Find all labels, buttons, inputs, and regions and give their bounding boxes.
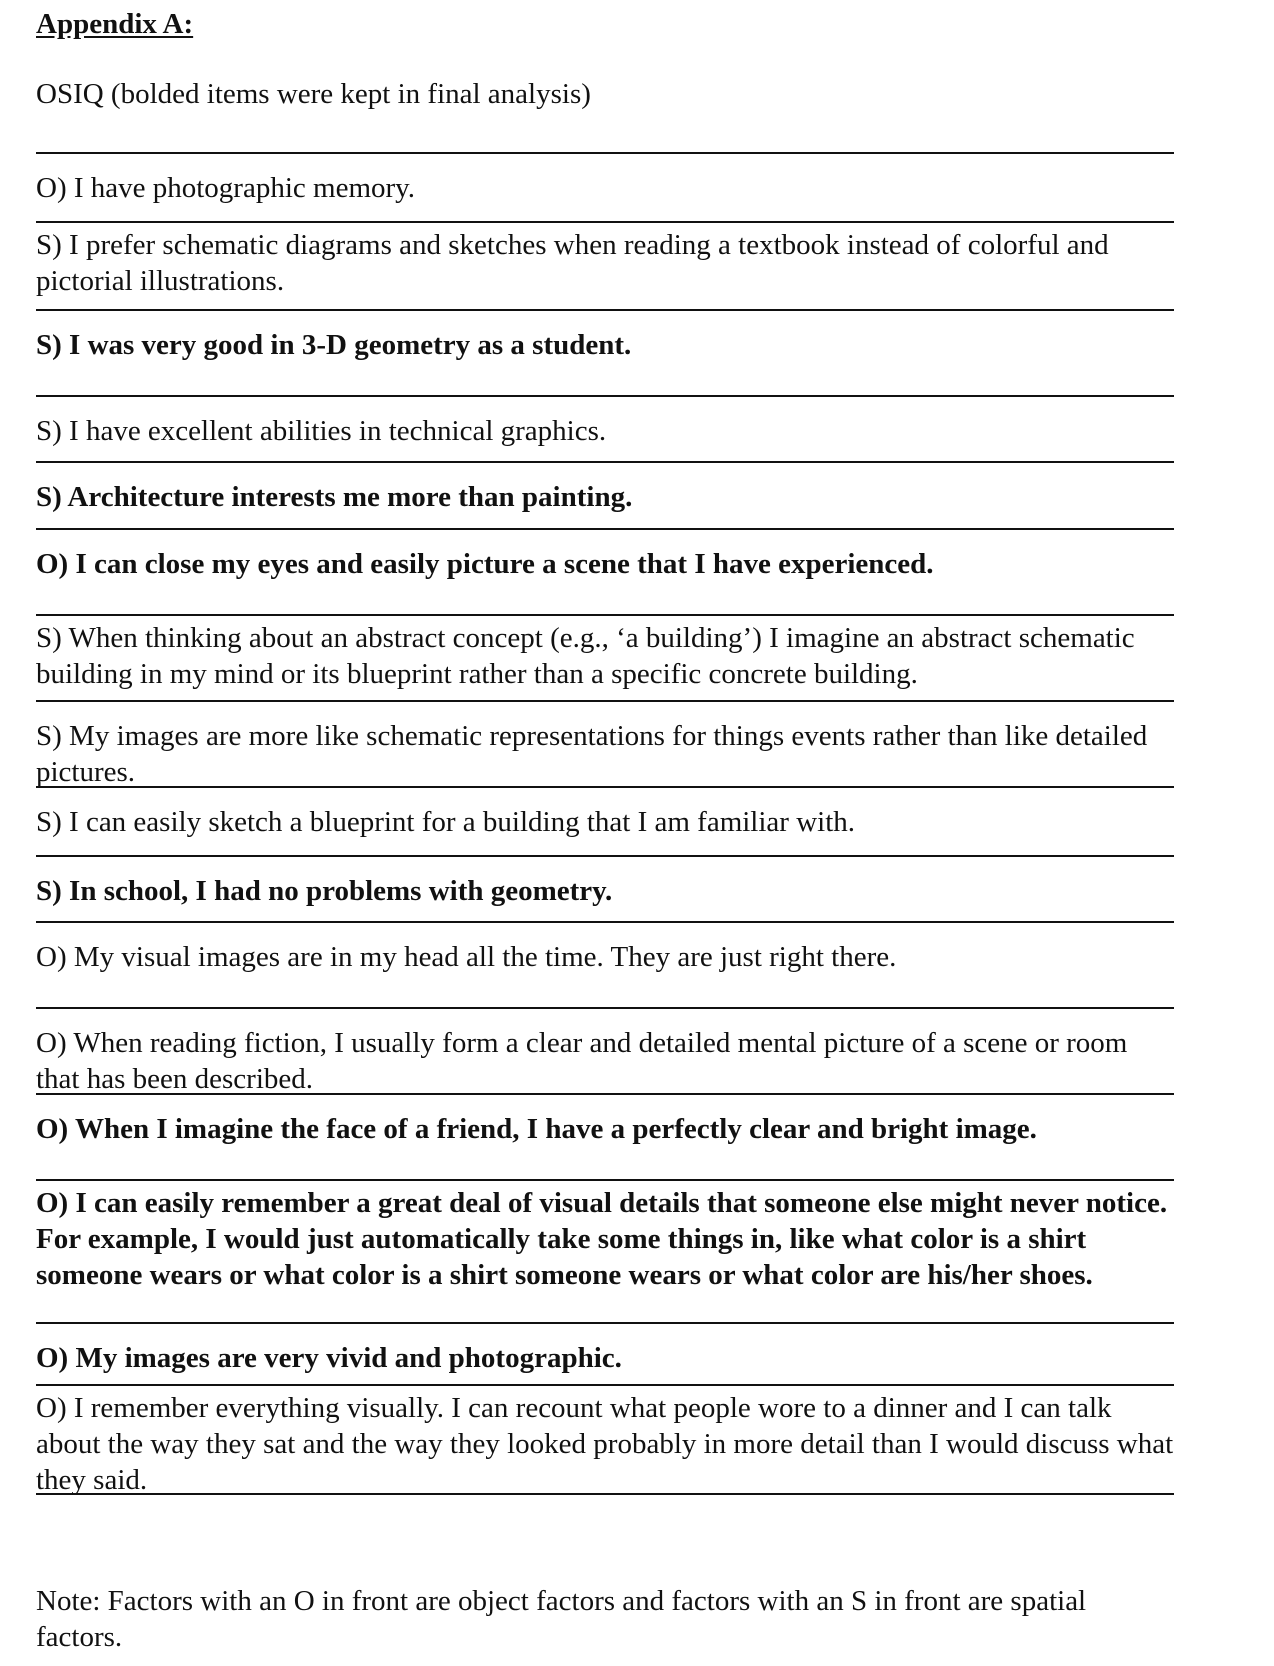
item-text: S) When thinking about an abstract concept (e.g., ‘a building’) I imagine an abstract schematic building in my mind or its blueprint rather than a specific concrete building. [36,622,1135,690]
questionnaire-item [36,530,1174,616]
osiq-item-list [36,152,1174,1495]
questionnaire-item [36,311,1174,397]
item-text: S) My images are more like schematic representations for things events rather than like detailed pictures. [36,720,1148,788]
item-text: S) In school, I had no problems with geometry. [36,875,613,907]
questionnaire-item [36,1324,1174,1386]
questionnaire-item [36,923,1174,1009]
questionnaire-item [36,463,1174,530]
item-text: O) I remember everything visually. I can recount what people wore to a dinner and I can talk about the way they sat and the way they looked probably in more detail than I would discuss what they said. [36,1392,1174,1496]
questionnaire-item [36,1009,1174,1095]
intro-text: OSIQ (bolded items were kept in final analysis) [36,78,591,110]
item-text: O) When I imagine the face of a friend, I have a perfectly clear and bright image. [36,1113,1037,1145]
item-text: S) Architecture interests me more than painting. [36,481,633,513]
questionnaire-item [36,857,1174,923]
footnote: Note: Factors with an O in front are object factors and factors with an S in front are spatial factors. [36,1585,1087,1653]
item-text: O) I have photographic memory. [36,172,416,204]
questionnaire-item [36,154,1174,223]
item-text: S) I prefer schematic diagrams and sketches when reading a textbook instead of colorful and pictorial illustrations. [36,229,1109,297]
item-text: O) When reading fiction, I usually form a clear and detailed mental picture of a scene or room that has been described. [36,1027,1128,1095]
item-text: O) I can easily remember a great deal of visual details that someone else might never notice. For example, I would just automatically take some things in, like what color is a shirt someone wears or what color is a shirt someone wears or what color are his/her shoes. [36,1187,1168,1291]
questionnaire-item [36,788,1174,857]
questionnaire-item [36,702,1174,788]
item-text: O) My visual images are in my head all the time. They are just right there. [36,941,897,973]
item-text: S) I was very good in 3-D geometry as a student. [36,329,632,361]
questionnaire-item [36,1095,1174,1181]
appendix-heading: Appendix A: [36,8,194,40]
item-text: S) I can easily sketch a blueprint for a building that I am familiar with. [36,806,856,838]
questionnaire-item [36,616,1174,702]
questionnaire-item [36,397,1174,463]
item-text: S) I have excellent abilities in technical graphics. [36,415,607,447]
questionnaire-item [36,223,1174,311]
item-text: O) My images are very vivid and photographic. [36,1342,622,1374]
questionnaire-item [36,1386,1174,1495]
item-text: O) I can close my eyes and easily picture a scene that I have experienced. [36,548,934,580]
questionnaire-item [36,1181,1174,1324]
